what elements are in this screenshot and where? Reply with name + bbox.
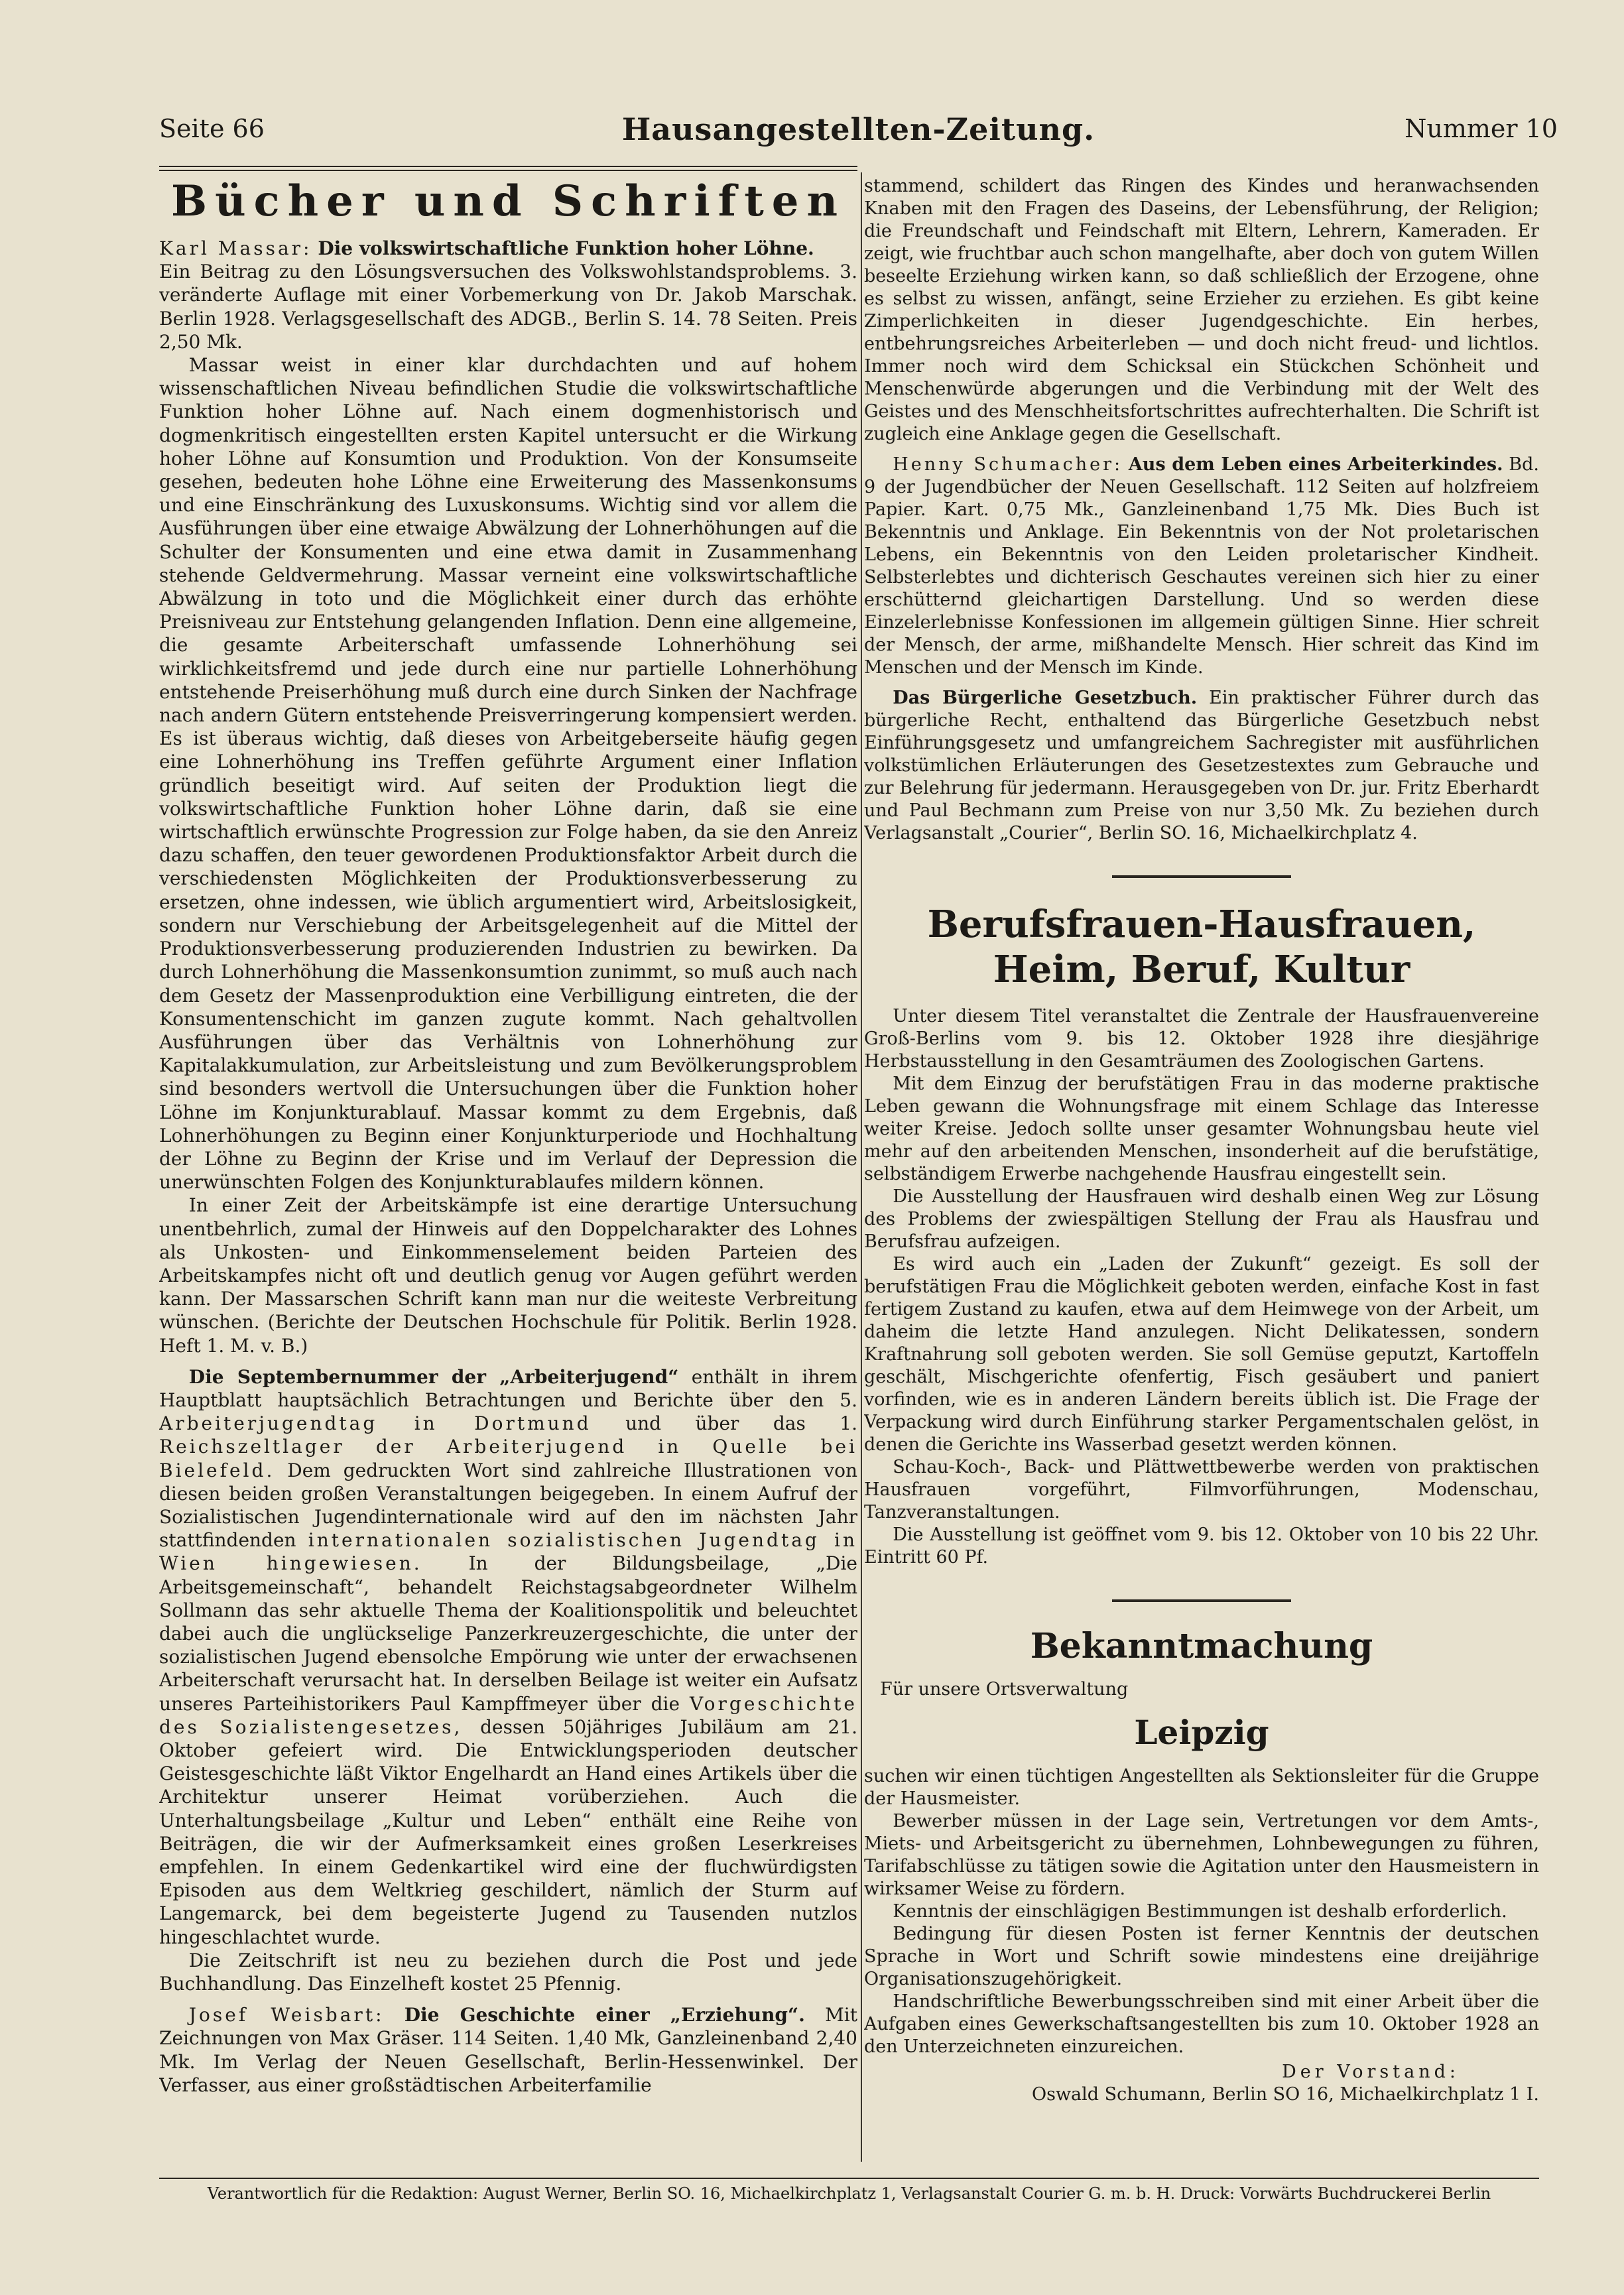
section-separator [1112,875,1291,878]
berufsfrauen-paragraph-4: Es wird auch ein „Laden der Zukunft“ gezeigt. Es soll der berufstätigen Frau die Möglichkeit geboten werden, einfache Kost in fast fertigem Zustand zu kaufen, etwa auf dem Heimwege von der Arbeit, um daheim die letzte Hand anzulegen. Nicht Delikatessen, sondern Kraftnahrung soll geboten werden. Sie soll Gemüse geputzt, Kartoffeln geschält, Mischgerichte ofenfertig, Fisch gesäubert und paniert vorfinden, wie es in anderen Ländern bereits üblich ist. Die Frage der Verpackung wird durch Einführung starker Pergamentschalen gelöst, in denen die Gerichte ins Wasserbad gesetzt werden können. [864,1254,1539,1455]
section-separator-2 [1112,1599,1291,1602]
section-title-buecher: Bücher und Schriften [170,176,846,226]
berufsfrauen-paragraph-3: Die Ausstellung der Hausfrauen wird deshalb einen Weg zur Lösung des Problems der zwiespältigen Stellung der Frau als Hausfrau und Berufsfrau aufzeigen. [864,1186,1539,1252]
column-divider [861,172,862,2162]
review-massar-body-2: In einer Zeit der Arbeitskämpfe ist eine derartige Untersuchung unentbehrlich, zumal der Hinweis auf den Doppelcharakter des Lohnes als Unkosten- und Einkommenselement beiden Parteien des Arbeitskampfes nicht oft und deutlich genug vor Augen geführt werden kann. Der Massarschen Schrift kann man nur die weiteste Verbreitung wünschen. (Berichte der Deutschen Hochschule für Politik. Berlin 1928. Heft 1. M. v. B.) [159,1194,857,1357]
page-number: Seite 66 [159,114,265,143]
review-arbeiterjugend-body-2: Die Zeitschrift ist neu zu beziehen durch die Post und jede Buchhandlung. Das Einzelheft kostet 25 Pfennig. [159,1949,857,1995]
footer-rule [159,2178,1539,2179]
announcement-signature-heading: Der Vorstand: [1282,2062,1460,2082]
announcement-city: Leipzig [1134,1713,1269,1752]
review-schumacher: Henny Schumacher: Aus dem Leben eines Arbeiterkindes. Bd. 9 der Jugendbücher der Neuen Gesellschaft. 112 Seiten auf holzfreiem Papier. Kart. 0,75 Mk., Ganzleinenband 1,75 Mk. Dies Buch ist Bekenntnis und Anklage. Ein Bekenntnis von der Not proletarischen Lebens, ein Bekenntnis von den Leiden proletarischer Kindheit. Selbsterlebtes und dichterisch Geschautes vereinen sich hier zu einer erschütternd gleichartigen Darstellung. Und so werden diese Einzelerlebnisse Konfessionen im allgemein gültigen Sinne. Hier schreit der Mensch, der arme, mißhandelte Mensch. Hier schreit das Kind im Menschen und der Mensch im Kinde. [864,454,1539,678]
announcement-for-line: Für unsere Ortsverwaltung [880,1679,1129,1700]
berufsfrauen-paragraph-2: Mit dem Einzug der berufstätigen Frau in das moderne praktische Leben gewann die Wohnungsfrage mit einem Schlage das Interesse weiter Kreise. Jedoch sollte unser gesamter Wohnungsbau heute viel mehr auf den arbeitenden Menschen, insonderheit auf die berufstätige, selbständigem Erwerbe nachgehende Hausfrau eingestellt sein. [864,1074,1539,1184]
review-massar-body: Massar weist in einer klar durchdachten und auf hohem wissenschaftlichen Niveau befindlichen Studie die volkswirtschaftliche Funktion hoher Löhne auf. Nach einem dogmenhistorisch und dogmenkritisch eingestellten ersten Kapitel untersucht er die Wirkung hoher Löhne auf Konsumtion und Produktion. Von der Konsumseite gesehen, bedeuten hohe Löhne eine Erweiterung des Massenkonsums und eine Einschränkung des Luxuskonsums. Wichtig sind vor allem die Ausführungen über eine etwaige Abwälzung der Lohnerhöhungen auf die Schulter der Konsumenten und eine etwa damit in Zusammenhang stehende Geldvermehrung. Massar verneint eine volkswirtschaftliche Abwälzung in toto und die Möglichkeit einer durch das erhöhte Preisniveau zur Entstehung gelangenden Inflation. Denn eine allgemeine, die gesamte Arbeiterschaft umfassende Lohnerhöhung sei wirklichkeitsfremd und jede durch eine nur partielle Lohnerhöhung entstehende Preiserhöhung muß durch eine durch Sinken der Nachfrage nach andern Gütern entstehende Preisverringerung kompensiert werden. Es ist überaus wichtig, daß dieses von Arbeitgeberseite häufig gegen eine Lohnerhöhung ins Treffen geführte Argument einer Inflation gründlich beseitigt wird. Auf seiten der Produktion liegt die volkswirtschaftliche Funktion hoher Löhne darin, daß sie eine wirtschaftlich erwünschte Progression zur Folge haben, da sie den Anreiz dazu schaffen, den teuer gewordenen Produktionsfaktor Arbeit durch die verschiedensten Möglichkeiten der Produktionsverbesserung zu ersetzen, ohne indessen, wie üblich argumentiert wird, Arbeitslosigkeit, sondern nur Verschiebung der Arbeitsgelegenheit auf die Mittel der Produktionsverbesserung produzierenden Industrien zu bewirken. Da durch Lohnerhöhung die Massenkonsumtion zunimmt, so muß auch nach dem Gesetz der Massenproduktion eine Verbilligung eintreten, die der Konsumentenschicht im ganzen zugute kommt. Nach gehaltvollen Ausführungen über das Verhältnis von Lohnerhöhung zur Kapitalakkumulation, zur Arbeitsleistung und zum Bevölkerungsproblem sind besonders wertvoll die Untersuchungen über die Funktion hoher Löhne im Konjunkturablauf. Massar kommt zu dem Ergebnis, daß Lohnerhöhungen zu Beginn einer Konjunkturperiode und Hochhaltung der Löhne zu Beginn der Krise und im Verlauf der Depression die unerwünschten Folgen des Konjunkturablaufes mildern können. [159,354,857,1194]
announcement-signature-address: Oswald Schumann, Berlin SO 16, Michaelkirchplatz 1 I. [1031,2084,1539,2105]
announcement-paragraph-4: Bedingung für diesen Posten ist ferner Kenntnis der deutschen Sprache in Wort und Schrift sowie mindestens eine dreijährige Organisationszugehörigkeit. [864,1924,1539,1989]
announcement-paragraph-3: Kenntnis der einschlägigen Bestimmungen ist deshalb erforderlich. [893,1901,1507,1922]
review-weisbart-continued: stammend, schildert das Ringen des Kindes und heranwachsenden Knaben mit den Fragen des Daseins, der Lebensführung, der Religion; die Freundschaft und Feindschaft mit Eltern, Lehrern, Kameraden. Er zeigt, wie fruchtbar auch schon mangelhafte, aber doch von gutem Willen beseelte Erziehung wirken kann, so daß schließlich der Erzogene, ohne es selbst zu wissen, anfängt, seine Erzieher zu erziehen. Es gibt keine Zimperlichkeiten in dieser Jugendgeschichte. Ein herbes, entbehrungsreiches Arbeiterleben — und doch nicht freud- und lichtlos. Immer noch wird dem Schicksal ein Stückchen Schönheit und Menschenwürde abgerungen und die Verbindung mit der Welt des Geistes und des Menschheitsfortschrittes aufrechterhalten. Die Schrift ist zugleich eine Anklage gegen die Gesellschaft. [864,176,1539,444]
section-rule [159,166,857,171]
berufsfrauen-paragraph-1: Unter diesem Titel veranstaltet die Zentrale der Hausfrauenvereine Groß-Berlins vom 9. bis 12. Oktober 1928 ihre diesjährige Herbstausstellung in den Gesamträumen des Zoologischen Gartens. [864,1006,1539,1072]
left-column [159,175,857,2164]
section-title-berufsfrauen: Berufsfrauen-Hausfrauen, Heim, Beruf, Kultur [927,902,1476,991]
berufsfrauen-paragraph-5: Schau-Koch-, Back- und Plättwettbewerbe werden von praktischen Hausfrauen vorgeführt, Filmvorführungen, Modenschau, Tanzveranstaltungen. [864,1457,1539,1522]
announcement-paragraph-5: Handschriftliche Bewerbungsschreiben sind mit einer Arbeit über die Aufgaben eines Gewerkschaftsangestellten bis zum 10. Oktober 1928 an den Unterzeichneten einzureichen. [864,1991,1539,2057]
berufsfrauen-paragraph-6: Die Ausstellung ist geöffnet vom 9. bis 12. Oktober von 10 bis 22 Uhr. Eintritt 60 Pf. [864,1524,1539,1568]
section-title-bekanntmachung: Bekanntmachung [1030,1626,1373,1666]
review-bgb: Das Bürgerliche Gesetzbuch. Ein praktischer Führer durch das bürgerliche Recht, enthaltend das Bürgerliche Gesetzbuch nebst Einführungsgesetz und umfangreichem Sachregister mit ausführlichen volkstümlichen Erläuterungen des Gesetzestextes zum Gebrauche und zur Belehrung für jedermann. Herausgegeben von Dr. jur. Fritz Eberhardt und Paul Bechmann zum Preise von nur 3,50 Mk. Zu beziehen durch Verlagsanstalt „Courier“, Berlin SO. 16, Michaelkirchplatz 4. [864,688,1539,843]
newspaper-title: Hausangestellten-Zeitung. [621,111,1095,147]
announcement-paragraph-1: suchen wir einen tüchtigen Angestellten als Sektionsleiter für die Gruppe der Hausmeister. [864,1766,1539,1809]
right-column [864,175,1539,2164]
review-massar-meta: Ein Beitrag zu den Lösungsversuchen des Volkswohlstandsproblems. 3. veränderte Auflage mit einer Vorbemerkung von Dr. Jakob Marschak. Berlin 1928. Verlagsgesellschaft des ADGB., Berlin S. 14. 78 Seiten. Preis 2,50 Mk. [159,261,857,353]
announcement-paragraph-2: Bewerber müssen in der Lage sein, Vertretungen vor dem Amts-, Miets- und Arbeitsgericht zu übernehmen, Lohnbewegungen zu führen, Tarifabschlüsse zu tätigen sowie die Agitation unter den Hausmeistern in wirksamer Weise zu fördern. [864,1811,1539,1899]
running-head [159,111,1558,154]
imprint-footer: Verantwortlich für die Redaktion: August Werner, Berlin SO. 16, Michaelkirchplatz 1, Verlagsanstalt Courier G. m. b. H. Druck: Vorwärts Buchdruckerei Berlin [207,2184,1491,2203]
review-arbeiterjugend: Die Septembernummer der „Arbeiterjugend“ enthält in ihrem Hauptblatt hauptsächlich Betrachtungen und Berichte über den 5. Arbeiterjugendtag in Dortmund und über das 1. Reichszeltlager der Arbeiterjugend in Quelle bei Bielefeld. Dem gedruckten Wort sind zahlreiche Illustrationen von diesen beiden großen Veranstaltungen beigegeben. In einem Aufruf der Sozialistischen Jugendinternationale wird auf den im nächsten Jahr stattfindenden internationalen sozialistischen Jugendtag in Wien hingewiesen. In der Bildungsbeilage, „Die Arbeitsgemeinschaft“, behandelt Reichstagsabgeordneter Wilhelm Sollmann das sehr aktuelle Thema der Koalitionspolitik und beleuchtet dabei auch die unglückselige Panzerkreuzergeschichte, die unter der sozialistischen Jugend ebensolche Empörung wie unter der erwachsenen Arbeiterschaft verursacht hat. In derselben Beilage ist weiter ein Aufsatz unseres Parteihistorikers Paul Kampffmeyer über die Vorgeschichte des Sozialistengesetzes, dessen 50jähriges Jubiläum am 21. Oktober gefeiert wird. Die Entwicklungsperioden deutscher Geistesgeschichte läßt Viktor Engelhardt an Hand eines Artikels über die Architektur unserer Heimat vorüberziehen. Auch die Unterhaltungsbeilage „Kultur und Leben“ enthält eine Reihe von Beiträgen, die wir der Aufmerksamkeit eines großen Leserkreises empfehlen. In einem Gedenkartikel wird eine der fluchwürdigsten Episoden aus dem Weltkrieg geschildert, nämlich der Sturm auf Langemarck, bei dem begeisterte Jugend zu Tausenden nutzlos hingeschlachtet wurde. [159,1365,857,1948]
review-massar-head: Karl Massar: Die volkswirtschaftliche Funktion hoher Löhne. [159,237,814,259]
issue-number: Nummer 10 [1405,114,1558,143]
review-weisbart: Josef Weisbart: Die Geschichte einer „Erziehung“. Mit Zeichnungen von Max Gräser. 114 Seiten. 1,40 Mk, Ganzleinenband 2,40 Mk. Im Verlag der Neuen Gesellschaft, Berlin-Hessenwinkel. Der Verfasser, aus einer großstädtischen Arbeiterfamilie [159,2004,857,2096]
